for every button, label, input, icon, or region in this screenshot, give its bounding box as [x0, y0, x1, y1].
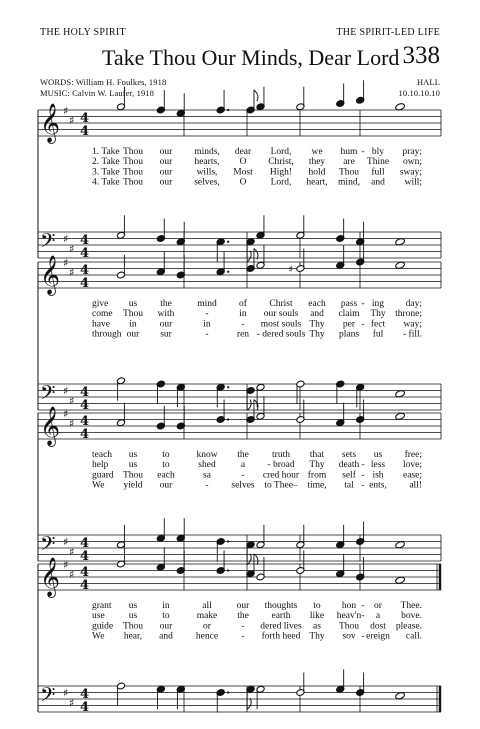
augmentation-dot [227, 418, 229, 420]
lyric-syllable: us [373, 450, 383, 460]
lyric-syllable: ren [236, 329, 250, 340]
lyric-syllable: like [309, 611, 325, 622]
lyric-syllable: Most [233, 167, 253, 178]
lyric-syllable: and [159, 631, 173, 642]
bass-clef-icon: 𝄢 [40, 683, 56, 711]
time-signature: 4 [80, 565, 90, 580]
lyric-syllable: us [128, 299, 138, 309]
lyric-syllable: claim [338, 309, 360, 320]
lyric-syllable: sa [203, 470, 211, 481]
lyric-syllable: will; [404, 177, 422, 188]
time-signature: 4 [80, 246, 90, 261]
accidental-sharp-icon: ♯ [248, 685, 254, 697]
lyric-syllable: use [92, 611, 105, 622]
lyric-syllable: love; [403, 460, 422, 471]
hymn-title: Take Thou Our Minds, Dear Lord [102, 45, 400, 70]
lyric-syllable: Thy [309, 329, 325, 340]
lyric-syllable: ful [372, 329, 384, 340]
lyric-syllable: our [159, 177, 173, 188]
lyric-syllable: hearts, [194, 157, 220, 168]
key-sharp-icon: ♯ [63, 558, 69, 572]
lyric-syllable: hence [195, 631, 219, 642]
lyric-syllable: to [162, 611, 170, 622]
time-signature: 4 [80, 549, 90, 564]
treble-clef-icon: 𝄞 [40, 255, 61, 295]
key-sharp-icon: ♯ [63, 407, 69, 421]
lyric-syllable: the [160, 299, 172, 309]
lyric-syllable: us [128, 450, 138, 460]
lyric-syllable: - [205, 329, 209, 340]
lyric-syllable: our [159, 167, 173, 178]
bass-clef-icon: 𝄢 [40, 229, 56, 257]
lyric-syllable: fect [370, 319, 386, 330]
time-signature: 4 [80, 263, 90, 278]
lyric-syllable: they [308, 157, 326, 168]
lyric-syllable: - [361, 601, 365, 611]
lyric-syllable: Thee. [400, 601, 422, 611]
key-sharp-icon: ♯ [69, 696, 75, 710]
time-signature: 4 [80, 276, 90, 291]
running-head-right: THE SPIRIT-LED LIFE [336, 27, 440, 38]
lyric-syllable: - [361, 611, 365, 622]
lyric-syllable: plans [338, 329, 360, 340]
lyric-syllable: wills, [196, 167, 218, 178]
key-sharp-icon: ♯ [69, 265, 75, 279]
lyric-syllable: our [126, 329, 140, 340]
time-signature: 4 [80, 427, 90, 442]
lyric-syllable: we [311, 147, 323, 157]
time-signature: 4 [80, 536, 90, 551]
lyric-syllable: and [371, 177, 385, 188]
lyric-syllable: sov [342, 631, 356, 642]
tune-name: HALL [416, 77, 440, 87]
augmentation-dot [227, 691, 229, 693]
lyric-syllable: most souls [260, 319, 302, 330]
lyric-syllable: are [343, 157, 355, 168]
lyric-syllable: - broad [267, 460, 295, 471]
augmentation-dot [227, 540, 229, 542]
lyric-syllable: way; [403, 319, 422, 330]
lyric-syllable: in [162, 601, 170, 611]
lyric-syllable: 2. Take [92, 157, 120, 168]
lyric-syllable: our [159, 621, 173, 632]
treble-clef-icon: 𝄞 [40, 406, 61, 446]
augmentation-dot [227, 271, 229, 273]
music-credit: MUSIC: Calvin W. Laufer, 1918 [40, 88, 154, 98]
lyric-syllable: - [361, 631, 365, 642]
lyric-syllable: Christ, [268, 157, 294, 168]
lyric-syllable: us [128, 601, 138, 611]
lyric-syllable: mind [197, 299, 217, 309]
lyric-syllable: death [338, 460, 360, 471]
hymn-number: 338 [402, 42, 440, 69]
lyric-syllable: ereign [366, 631, 390, 642]
lyric-syllable: - [241, 621, 245, 632]
key-sharp-icon: ♯ [63, 104, 69, 118]
lyric-syllable: Thou [122, 621, 144, 632]
lyric-syllable: Thou [122, 157, 144, 168]
lyric-syllable: with [157, 309, 175, 320]
lyric-syllable: dear [234, 147, 252, 157]
lyric-syllable: in [129, 319, 137, 330]
lyric-syllable: or [203, 621, 211, 632]
lyric-syllable: O [239, 157, 247, 168]
music-system-3 [0, 403, 480, 578]
lyric-syllable: throne; [395, 309, 422, 320]
time-signature: 4 [80, 414, 90, 429]
lyric-syllable: truth [272, 450, 290, 460]
lyric-syllable: Thy [309, 631, 325, 642]
lyric-syllable: or [374, 601, 382, 611]
lyric-syllable: Lord, [270, 147, 292, 157]
lyric-syllable: our [236, 601, 250, 611]
time-signature: 4 [80, 124, 90, 139]
lyric-syllable: to Thee– [264, 480, 298, 491]
bass-clef-icon: 𝄢 [40, 532, 56, 560]
lyric-syllable: thoughts [264, 601, 298, 611]
lyric-syllable: mind, [338, 177, 360, 188]
lyric-syllable: 3. Take [92, 167, 120, 178]
augmentation-dot [227, 386, 229, 388]
key-sharp-icon: ♯ [63, 256, 69, 270]
lyric-syllable: Thou [122, 309, 144, 320]
time-signature: 4 [80, 398, 90, 413]
lyric-syllable: - [361, 480, 365, 491]
lyric-syllable: - fill. [403, 329, 422, 340]
lyric-syllable: Thou [338, 167, 360, 178]
lyric-syllable: cred hour [262, 470, 300, 481]
lyric-syllable: less [370, 460, 386, 471]
lyric-syllable: sway; [399, 167, 422, 178]
lyric-syllable: minds, [194, 147, 220, 157]
lyric-syllable: - [361, 470, 365, 481]
lyric-syllable: - [361, 319, 365, 330]
lyric-syllable: guard [92, 470, 114, 481]
time-signature: 4 [80, 385, 90, 400]
lyric-syllable: us [128, 460, 138, 471]
lyric-syllable: earth [271, 611, 291, 622]
lyric-syllable: Christ [269, 299, 293, 309]
lyric-syllable: heav'n [336, 611, 362, 622]
lyric-syllable: O [239, 177, 247, 188]
lyric-syllable: forth heed [261, 631, 301, 642]
lyric-syllable: call. [405, 631, 422, 642]
key-sharp-icon: ♯ [69, 394, 75, 408]
lyric-syllable: a [240, 460, 246, 471]
lyric-syllable: our [159, 319, 173, 330]
lyric-syllable: in [203, 319, 211, 330]
lyric-syllable: bove. [401, 611, 422, 622]
lyric-syllable: all! [409, 480, 422, 491]
lyric-syllable: - [241, 319, 245, 330]
lyric-syllable: hum [340, 147, 358, 157]
note-flag [254, 554, 258, 565]
lyric-syllable: ease; [403, 470, 422, 481]
lyric-syllable: We [92, 631, 105, 642]
lyric-syllable: help [92, 460, 109, 471]
accidental-sharp-icon: ♯ [288, 264, 294, 276]
lyric-syllable: selves, [194, 177, 220, 188]
lyric-syllable: sur [160, 329, 172, 340]
treble-clef-icon: 𝄞 [40, 103, 61, 143]
lyric-syllable: Lord, [270, 177, 292, 188]
lyric-syllable: 1. Take [92, 147, 120, 157]
augmentation-dot [227, 109, 229, 111]
lyric-syllable: have [92, 319, 110, 330]
note-flag [247, 698, 251, 709]
note-flag [254, 90, 258, 101]
lyric-syllable: each [308, 299, 326, 309]
key-sharp-icon: ♯ [69, 416, 75, 430]
lyric-syllable: us [128, 611, 138, 622]
lyric-syllable: High! [269, 167, 293, 178]
lyric-syllable: and [310, 309, 324, 320]
lyric-syllable: pray; [402, 147, 422, 157]
lyric-syllable: - [205, 480, 209, 491]
lyric-syllable: to [162, 450, 170, 460]
lyric-syllable: our [159, 157, 173, 168]
lyric-syllable: come [92, 309, 113, 320]
music-system-2 [0, 252, 480, 427]
music-system-4 [0, 554, 480, 729]
time-signature: 4 [80, 578, 90, 593]
lyric-syllable: per [342, 319, 356, 330]
key-sharp-icon: ♯ [63, 686, 69, 700]
lyric-syllable: all [202, 601, 212, 611]
lyric-syllable: self [342, 470, 356, 481]
lyric-syllable: Thy [309, 460, 325, 471]
lyric-syllable: give [92, 299, 109, 309]
lyric-syllable: shed [198, 460, 216, 471]
lyric-syllable: free; [404, 450, 422, 460]
lyric-syllable: in [239, 309, 247, 320]
lyric-syllable: - [241, 631, 245, 642]
lyric-syllable: Thy [370, 309, 386, 320]
augmentation-dot [227, 241, 229, 243]
treble-clef-icon: 𝄞 [40, 557, 61, 597]
music-system-1 [0, 100, 480, 275]
key-sharp-icon: ♯ [63, 535, 69, 549]
lyric-syllable: full [371, 167, 385, 178]
key-sharp-icon: ♯ [69, 242, 75, 256]
lyric-syllable: tal [344, 480, 354, 491]
lyric-syllable: from [307, 470, 327, 481]
lyric-syllable: our [159, 147, 173, 157]
lyric-syllable: make [196, 611, 218, 622]
lyric-syllable: - [361, 460, 365, 471]
lyric-syllable: to [313, 601, 321, 611]
lyric-syllable: hear, [123, 631, 143, 642]
lyric-syllable: Thy [309, 319, 325, 330]
lyric-syllable: time, [307, 480, 327, 491]
lyric-syllable: our souls [263, 309, 299, 320]
lyric-syllable: hon [341, 601, 357, 611]
lyric-syllable: - [361, 147, 365, 157]
lyric-syllable: to [162, 460, 170, 471]
lyric-syllable: a [375, 611, 381, 622]
time-signature: 4 [80, 233, 90, 248]
lyric-syllable: - [241, 470, 245, 481]
lyric-syllable: please. [395, 621, 422, 632]
lyric-syllable: hold [308, 167, 326, 178]
lyric-syllable: We [92, 480, 105, 491]
time-signature: 4 [80, 111, 90, 126]
lyric-syllable: ing [371, 299, 385, 309]
lyric-syllable: through [92, 329, 122, 340]
lyric-syllable: guide [92, 621, 114, 632]
words-credit: WORDS: William H. Foulkes, 1918 [40, 77, 167, 87]
bass-clef-icon: 𝄢 [40, 381, 56, 409]
lyric-syllable: the [237, 450, 249, 460]
lyric-syllable: Thine [366, 157, 390, 168]
lyric-syllable: grant [92, 601, 112, 611]
lyric-syllable: bly [371, 147, 385, 157]
lyric-syllable: selves [231, 480, 255, 491]
running-head-left: THE HOLY SPIRIT [40, 27, 126, 38]
lyric-syllable: Thou [338, 621, 360, 632]
lyric-syllable: dost [370, 621, 386, 632]
lyric-syllable: Thou [122, 177, 144, 188]
lyric-syllable: Thou [122, 147, 144, 157]
lyric-syllable: 4. Take [92, 177, 120, 188]
lyric-syllable: - [361, 299, 365, 309]
time-signature: 4 [80, 687, 90, 702]
lyric-syllable: ish [372, 470, 384, 481]
lyric-syllable: of [239, 299, 247, 309]
key-sharp-icon: ♯ [63, 232, 69, 246]
lyric-syllable: know [196, 450, 218, 460]
lyric-syllable: yield [123, 480, 143, 491]
lyric-syllable: teach [92, 450, 113, 460]
key-sharp-icon: ♯ [69, 113, 75, 127]
lyric-syllable: Thou [122, 470, 144, 481]
lyric-syllable: dered lives [260, 621, 302, 632]
lyric-syllable: Thou [122, 167, 144, 178]
lyric-syllable: pass [340, 299, 358, 309]
time-signature: 4 [80, 700, 90, 715]
lyric-syllable: that [309, 450, 325, 460]
lyric-syllable: own; [403, 157, 422, 168]
lyric-syllable: - [205, 309, 209, 320]
lyric-syllable: our [159, 480, 173, 491]
lyric-syllable: ents, [369, 480, 387, 491]
lyric-syllable: heart, [306, 177, 328, 188]
augmentation-dot [227, 569, 229, 571]
lyric-syllable: day; [405, 299, 422, 309]
meter: 10.10.10.10 [398, 88, 440, 98]
lyric-syllable: - dered souls [256, 329, 306, 340]
key-sharp-icon: ♯ [69, 567, 75, 581]
lyric-syllable: each [157, 470, 175, 481]
lyric-syllable: sets [341, 450, 357, 460]
lyric-syllable: the [237, 611, 249, 622]
key-sharp-icon: ♯ [63, 384, 69, 398]
lyric-syllable: as [313, 621, 321, 632]
key-sharp-icon: ♯ [69, 545, 75, 559]
